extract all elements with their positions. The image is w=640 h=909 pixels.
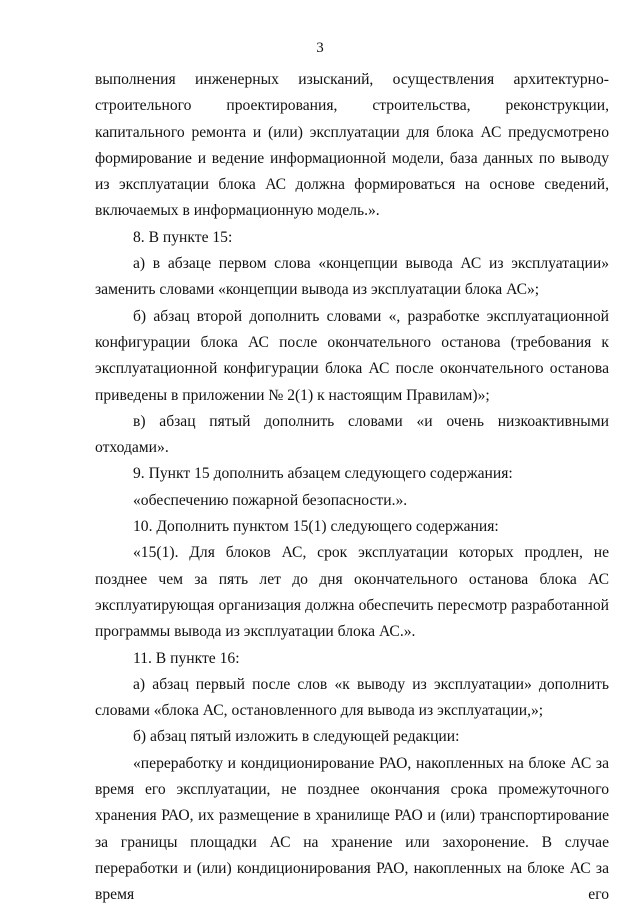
- paragraph-11: а) абзац первый после слов «к выводу из эксплуатации» дополнить словами «блока АС, остановленного для вывода из эксплуатации,»;: [95, 675, 609, 720]
- paragraph-8: 10. Дополнить пунктом 15(1) следующего содержания:: [133, 518, 499, 536]
- paragraph-9: «15(1). Для блоков АС, срок эксплуатации которых продлен, не позднее чем за пять лет до дня окончательного останова блока АС эксплуатирующая организация должна обеспечить пересмотр разработанной программы вывода из эксплуатации блока АС.».: [95, 544, 609, 641]
- paragraph-2: 8. В пункте 15:: [133, 228, 233, 246]
- page-number: 3: [316, 40, 324, 56]
- paragraph-13: «переработку и кондиционирование РАО, накопленных на блоке АС за время его эксплуатации, не позднее окончания срока промежуточного хранения РАО, их размещение в хранилище РАО и (или) транспортирование за границы площадки АС на хранение или захоронение. В случае переработки и (или) кондиционирования РАО, накопленных на блоке АС за время его: [95, 754, 609, 904]
- paragraph-5: в) абзац пятый дополнить словами «и очень низкоактивными отходами».: [95, 412, 609, 457]
- paragraph-3: а) в абзаце первом слова «концепции вывода АС из эксплуатации» заменить словами «концепции вывода из эксплуатации блока АС»;: [95, 255, 609, 299]
- paragraph-4: б) абзац второй дополнить словами «, разработке эксплуатационной конфигурации блока АС после окончательного останова (требования к эксплуатационной конфигурации блока АС после окончательного останова приведены в приложении № 2(1) к настоящим Правилам)»;: [95, 307, 609, 404]
- paragraph-6: 9. Пункт 15 дополнить абзацем следующего содержания:: [133, 465, 513, 483]
- paragraph-1: выполнения инженерных изысканий, осуществления архитектурно-строительного проектирования, строительства, реконструкции, капитального ремонта и (или) эксплуатации для блока АС предусмотрено формирование и ведение информационной модели, база данных по выводу из эксплуатации блока АС должна формироваться на основе сведений, включаемых в информационную модель.».: [95, 71, 609, 220]
- paragraph-7: «обеспечению пожарной безопасности.».: [133, 491, 408, 509]
- paragraph-12: б) абзац пятый изложить в следующей редакции:: [133, 728, 460, 746]
- paragraph-10: 11. В пункте 16:: [133, 649, 240, 667]
- body-text: [95, 67, 609, 909]
